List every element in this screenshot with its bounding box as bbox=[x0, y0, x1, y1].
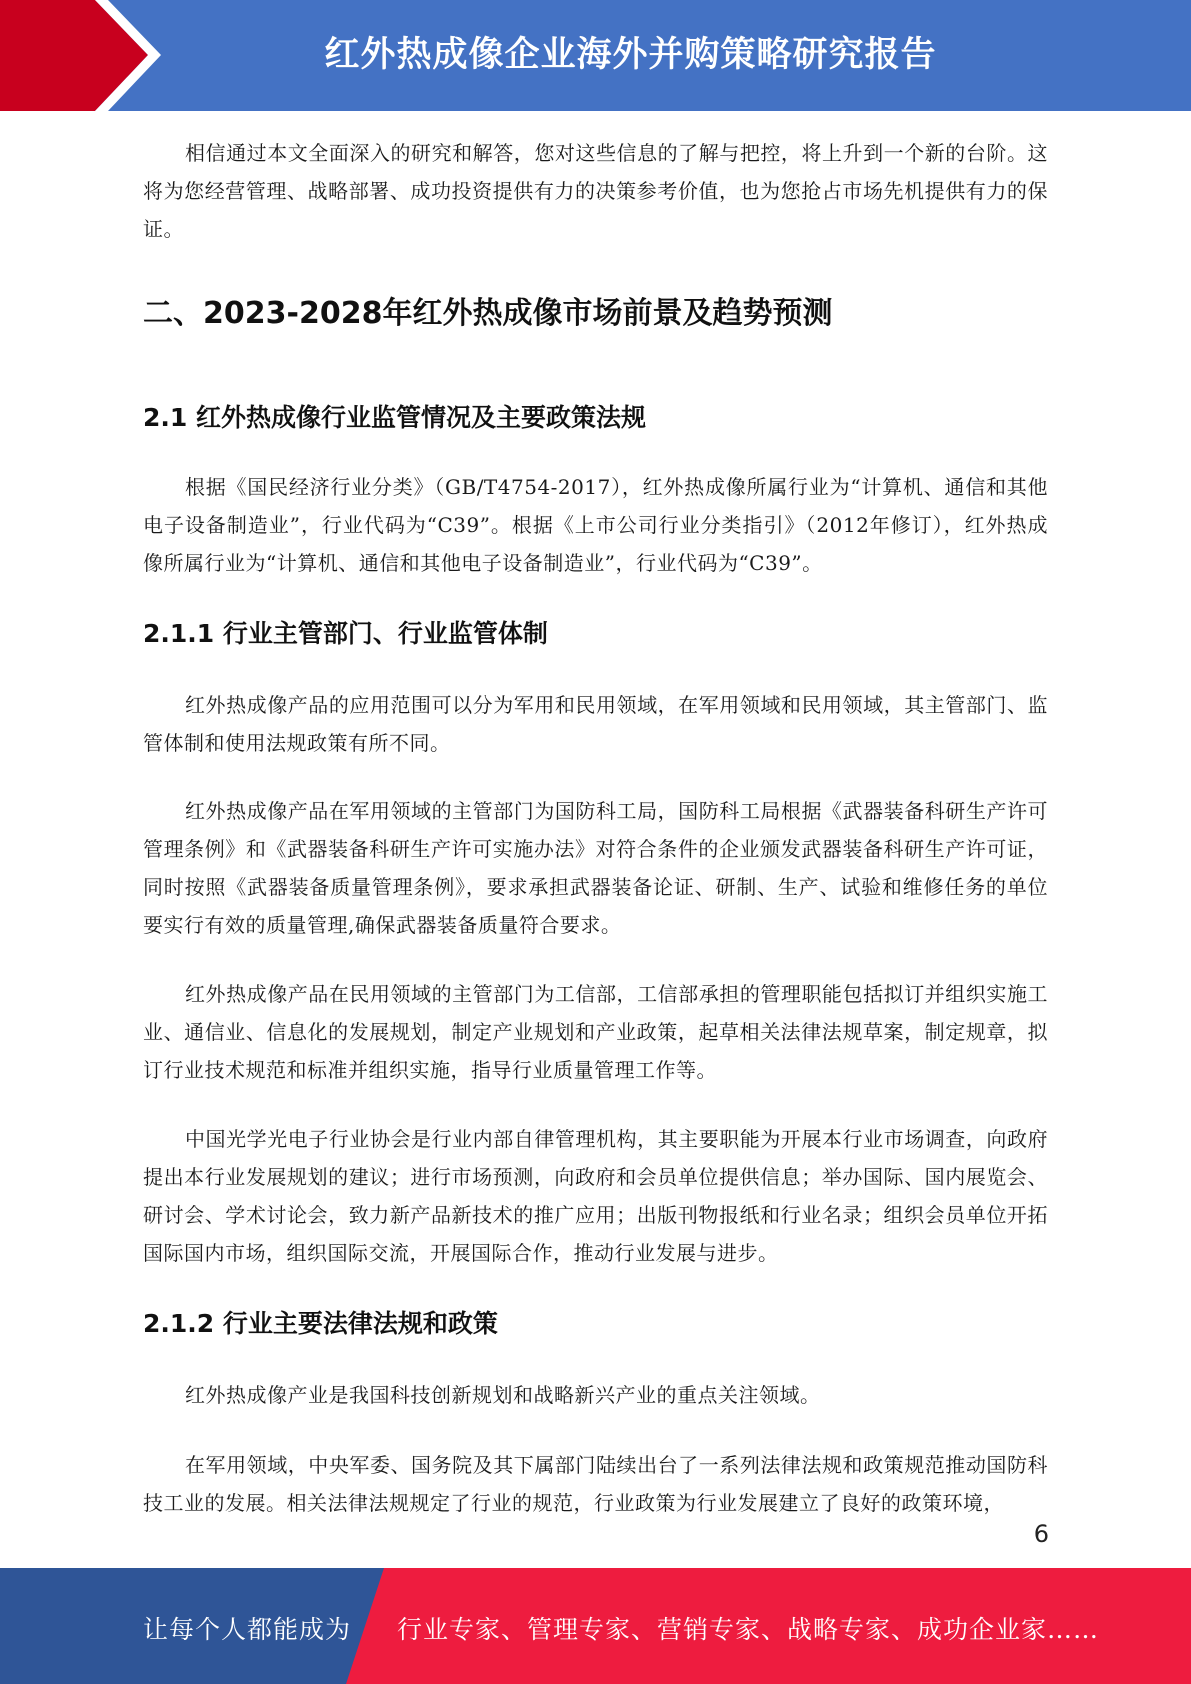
subsection-2-1-1-para-2-block bbox=[143, 792, 1048, 944]
paragraph: 中国光学光电子行业协会是行业内部自律管理机构，其主要职能为开展本行业市场调查，向政府提出本行业发展规划的建议；进行市场预测，向政府和会员单位提供信息；举办国际、国内展览会、研讨会、学术讨论会，致力新产品新技术的推广应用；出版刊物报纸和行业名录；组织会员单位开拓国际国内市场，组织国际交流，开展国际合作，推动行业发展与进步。 bbox=[143, 1127, 1048, 1265]
paragraph: 红外热成像产品的应用范围可以分为军用和民用领域，在军用领域和民用领域，其主管部门、监管体制和使用法规政策有所不同。 bbox=[143, 693, 1048, 755]
paragraph: 根据《国民经济行业分类》（GB/T4754-2017），红外热成像所属行业为“计算机、通信和其他电子设备制造业”，行业代码为“C39”。根据《上市公司行业分类指引》（2012年修订），红外热成像所属行业为“计算机、通信和其他电子设备制造业”，行业代码为“C39”。 bbox=[143, 475, 1048, 575]
subsection-2-1-2-para-2-block bbox=[143, 1446, 1048, 1522]
subsection-2-1-2-para-1-block bbox=[143, 1376, 1048, 1414]
subsection-2-1-1-para-1-block bbox=[143, 686, 1048, 762]
subsection-2-1-1-para-3-block bbox=[143, 975, 1048, 1089]
paragraph: 红外热成像产业是我国科技创新规划和战略新兴产业的重点关注领域。 bbox=[185, 1383, 821, 1407]
subsection-2-1-1-heading: 2.1.1 行业主管部门、行业监管体制 bbox=[143, 619, 548, 648]
subsection-2-1-2-heading: 2.1.2 行业主要法律法规和政策 bbox=[143, 1309, 498, 1338]
subsection-2-1-1-para-4-block bbox=[143, 1120, 1048, 1272]
subsection-2-1-body bbox=[143, 468, 1048, 582]
intro-paragraph: 相信通过本文全面深入的研究和解答，您对这些信息的了解与把控，将上升到一个新的台阶。这将为您经营管理、战略部署、成功投资提供有力的决策参考价值，也为您抢占市场先机提供有力的保证。 bbox=[143, 141, 1048, 241]
page-number: 6 bbox=[1033, 1520, 1049, 1548]
paragraph: 在军用领域，中央军委、国务院及其下属部门陆续出台了一系列法律法规和政策规范推动国防科技工业的发展。相关法律法规规定了行业的规范，行业政策为行业发展建立了良好的政策环境， bbox=[143, 1453, 1048, 1515]
paragraph: 红外热成像产品在军用领域的主管部门为国防科工局，国防科工局根据《武器装备科研生产许可管理条例》和《武器装备科研生产许可实施办法》对符合条件的企业颁发武器装备科研生产许可证，同时按照《武器装备质量管理条例》，要求承担武器装备论证、研制、生产、试验和维修任务的单位要实行有效的质量管理,确保武器装备质量符合要求。 bbox=[143, 799, 1048, 937]
report-title: 红外热成像企业海外并购策略研究报告 bbox=[324, 35, 937, 75]
intro-block bbox=[143, 134, 1048, 248]
paragraph: 红外热成像产品在民用领域的主管部门为工信部，工信部承担的管理职能包括拟订并组织实施工业、通信业、信息化的发展规划，制定产业规划和产业政策，起草相关法律法规草案，制定规章，拟订行业技术规范和标准并组织实施，指导行业质量管理工作等。 bbox=[143, 982, 1048, 1082]
footer-slogan-right: 行业专家、管理专家、营销专家、战略专家、成功企业家…… bbox=[397, 1615, 1100, 1644]
subsection-2-1-heading: 2.1 红外热成像行业监管情况及主要政策法规 bbox=[143, 403, 646, 432]
section-heading: 二、2023-2028年红外热成像市场前景及趋势预测 bbox=[143, 296, 833, 331]
footer-slogan-left: 让每个人都能成为 bbox=[143, 1615, 352, 1644]
